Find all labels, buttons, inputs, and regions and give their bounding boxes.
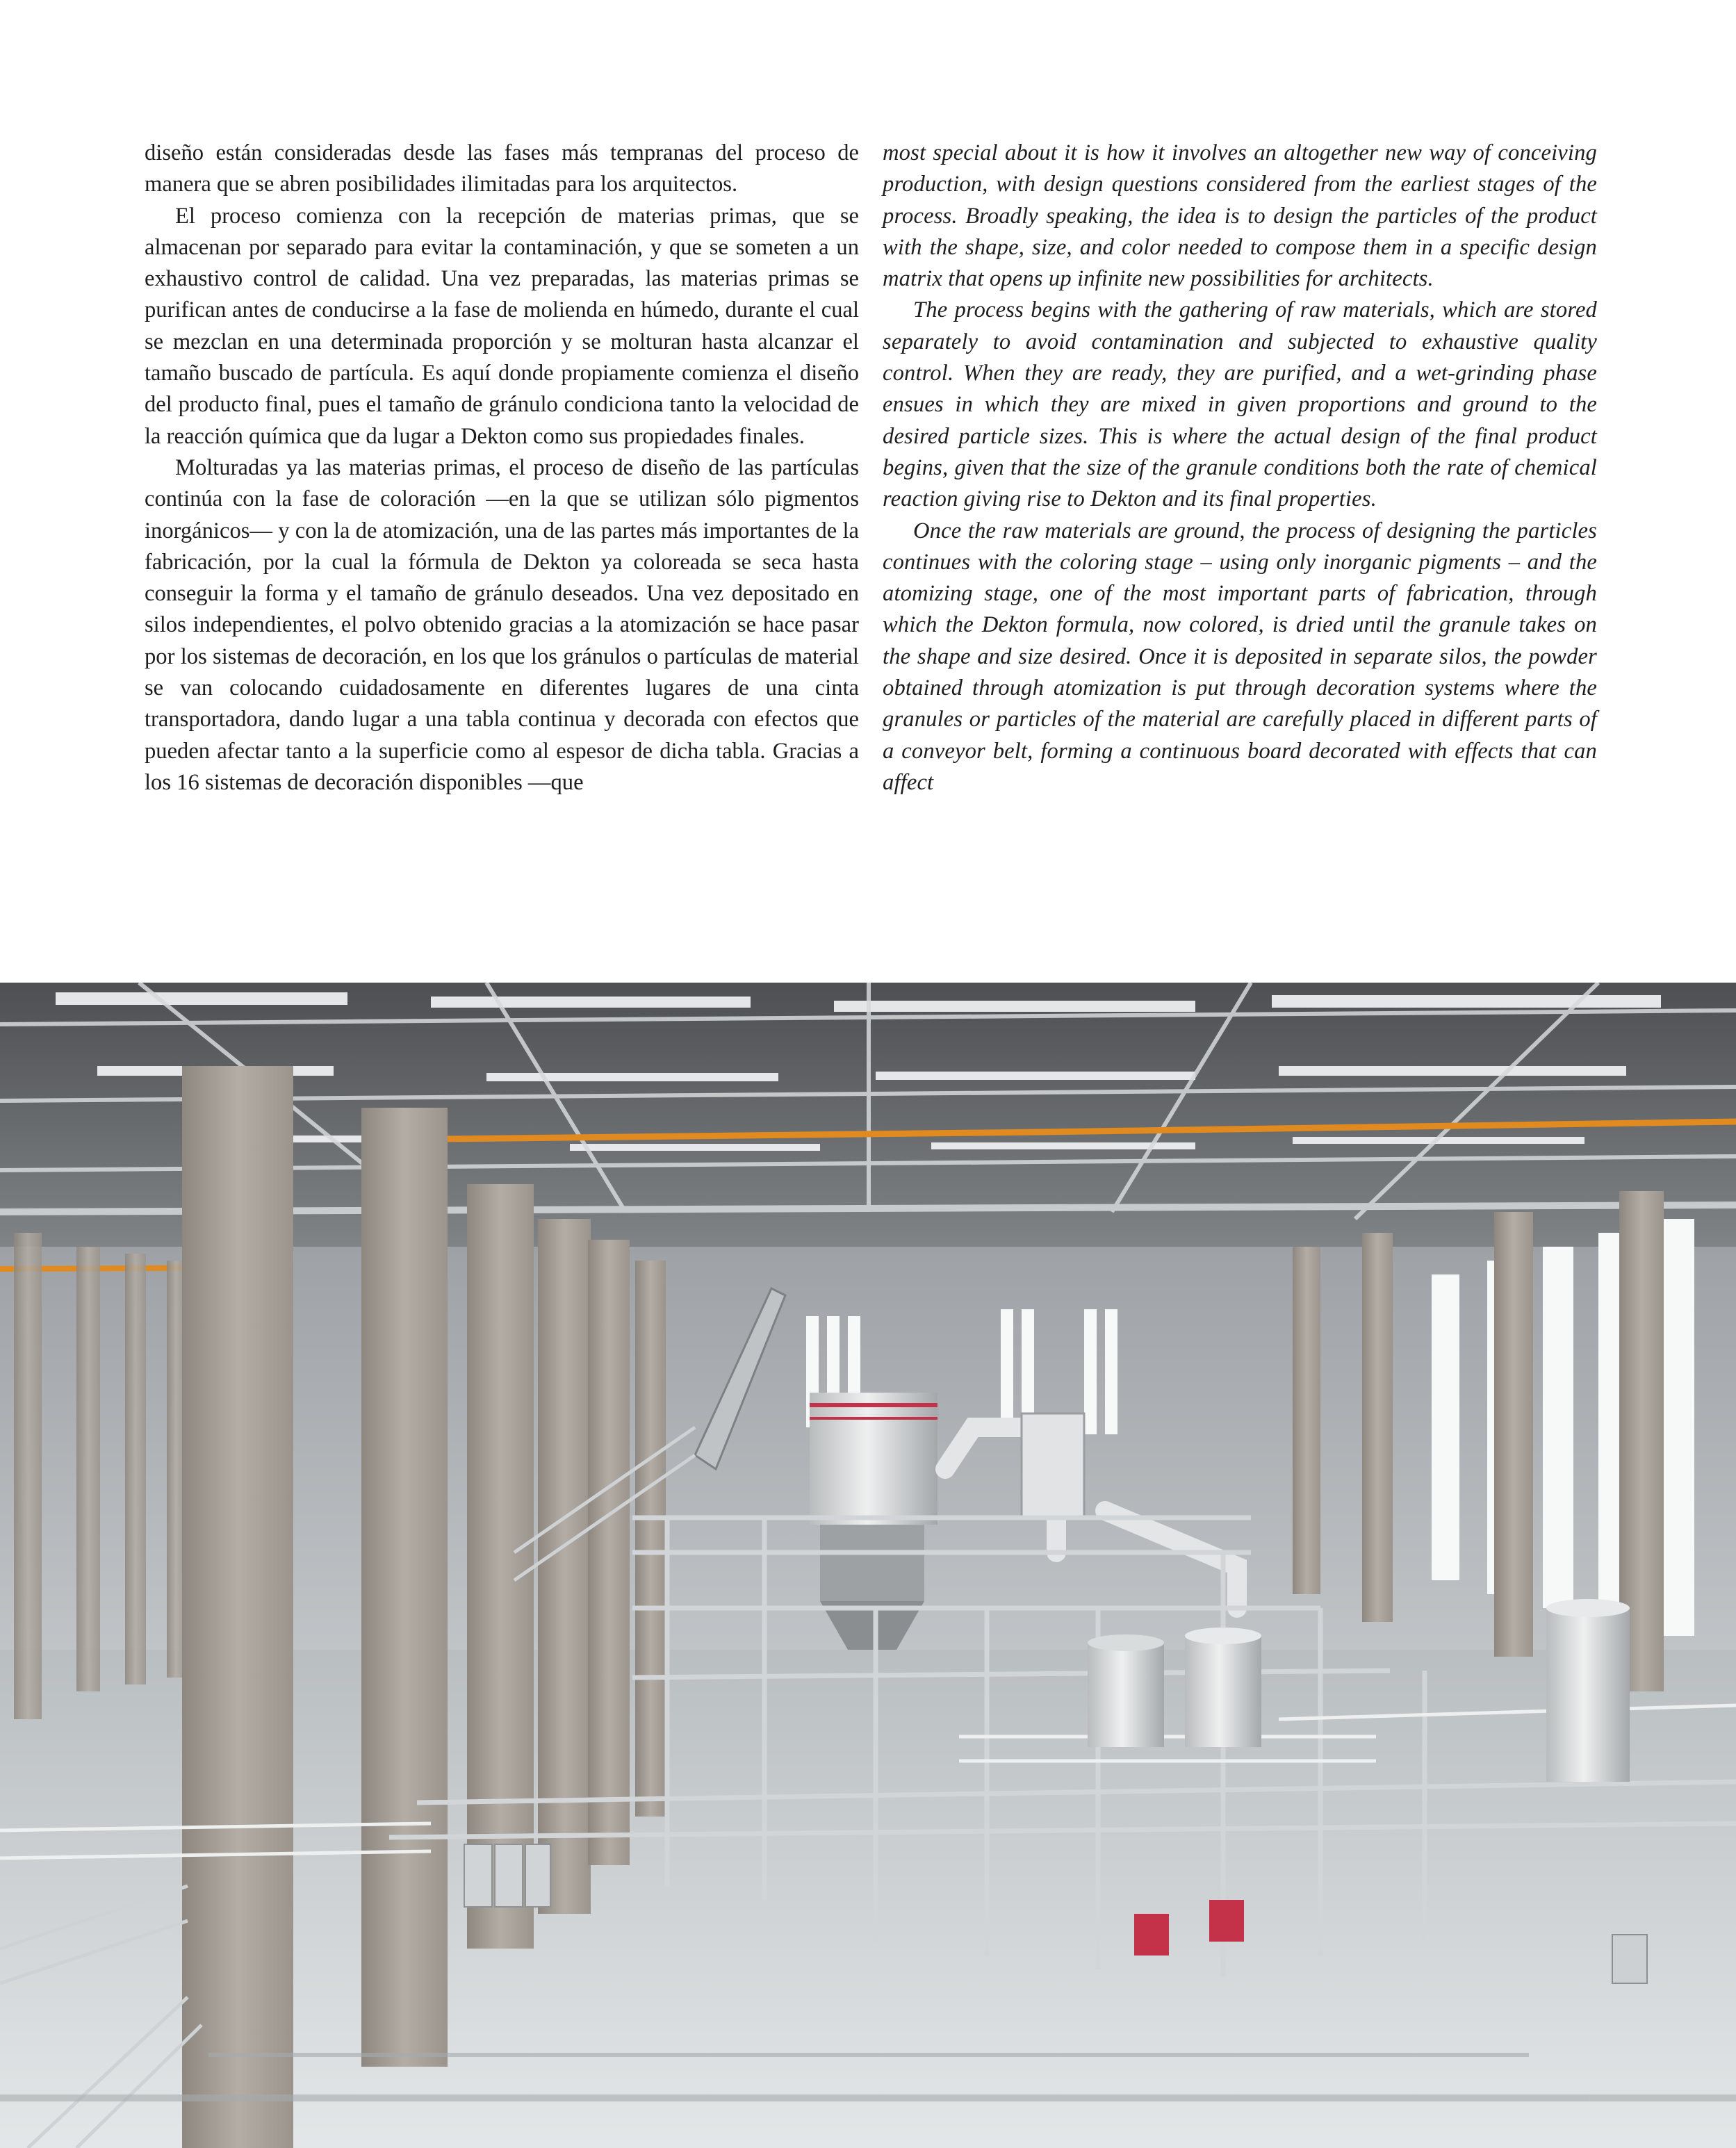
spanish-text-column <box>145 138 859 798</box>
english-paragraph-3: Once the raw materials are ground, the process of designing the particles continues with the coloring stage – using only inorganic pigments – and the atomizing stage, one of the most important parts of fabrication, through which the Dekton formula, now colored, is dried until the granule takes on the shape and size desired. Once it is deposited in separate silos, the powder obtained through atomization is put through decoration systems where the granules or particles of the material are carefully placed in different parts of a conveyor belt, forming a continuous board decorated with effects that can affect <box>883 518 1597 795</box>
english-paragraph-2: The process begins with the gathering of raw materials, which are stored separately to avoid contamination and subjected to exhaustive quality control. When they are ready, they are purified, and a wet-grinding phase ensues in which they are mixed in given proportions and ground to the desired particle sizes. This is where the actual design of the final product begins, given that the size of the granule conditions both the rate of chemical reaction giving rise to Dekton and its final properties. <box>883 297 1597 512</box>
english-text-column <box>883 138 1597 798</box>
filter-box <box>1022 1413 1084 1518</box>
spanish-paragraph-1: diseño están consideradas desde las fases más tempranas del proceso de manera que se abren posibilidades ilimitadas para los arquitectos. <box>145 140 859 197</box>
spanish-paragraph-2: El proceso comienza con la recepción de materias primas, que se almacenan por separado para evitar la contaminación, y que se someten a un exhaustivo control de calidad. Una vez preparadas, las materias primas se purifican antes de conducirse a la fase de molienda en húmedo, durante el cual se mezclan en una determinada proporción y se molturan hasta alcanzar el tamaño buscado de partícula. Es aquí donde propiamente comienza el diseño del producto final, pues el tamaño de gránulo condiciona tanto la velocidad de la reacción química que da lugar a Dekton como sus propiedades finales. <box>145 203 859 449</box>
electrical-cabinets <box>464 1844 550 1907</box>
spanish-paragraph-3: Molturadas ya las materias primas, el proceso de diseño de las partículas continúa con la fase de coloración —en la que se utilizan sólo pigmentos inorgánicos— y con la de atomización, una de las partes más importantes de la fabricación, por la cual la fórmula de Dekton ya coloreada se seca hasta conseguir la forma y el tamaño de gránulo deseados. Una vez depositado en silos independientes, el polvo obtenido gracias a la atomización se hace pasar por los sistemas de decoración, en los que los gránulos o partículas de material se van colocando cuidadosamente en diferentes lugares de una cinta transportadora, dando lugar a una tabla continua y decorada con efectos que pueden afectar tanto a la superficie como al espesor de dicha tabla. Gracias a los 16 sistemas de decoración disponibles —que <box>145 454 859 795</box>
english-paragraph-1: most special about it is how it involves an altogether new way of conceiving production, with design questions considered from the earliest stages of the process. Broadly speaking, the idea is to design the particles of the product with the shape, size, and color needed to compose them in a specific design matrix that opens up infinite new possibilities for architects. <box>883 140 1597 292</box>
factory-interior-photo <box>0 983 1736 2148</box>
grey-tank <box>1612 1935 1647 1983</box>
